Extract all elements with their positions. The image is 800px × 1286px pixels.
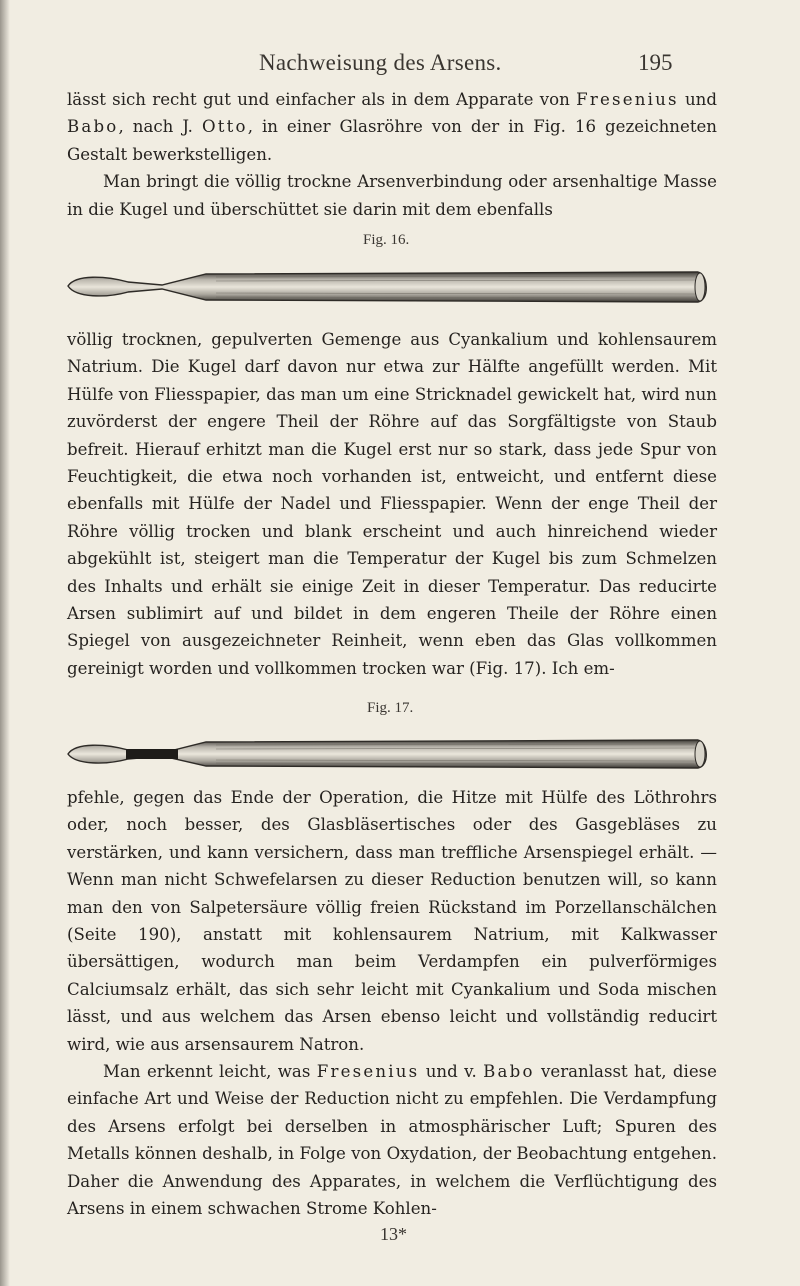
signature-mark: 13* (380, 1224, 407, 1244)
page-edge-shadow (0, 0, 10, 1286)
text-block-top (67, 86, 717, 223)
figure-16-glass-tube (66, 264, 712, 310)
paragraph-2: Man bringt die völlig trockne Arsenverbindung oder arsenhaltige Masse in die Kugel und überschüttet sie darin mit dem ebenfalls (67, 172, 717, 219)
author-name: Fresenius (316, 1062, 420, 1082)
author-name: Otto (201, 117, 248, 137)
paragraph-1: lässt sich recht gut und einfacher als in dem Apparate von Fresenius und Babo, nach J. Otto, in einer Glasröhre von der in Fig. 16 gezeichneten Gestalt bewerkstelligen. (67, 90, 717, 164)
text-block-middle (67, 326, 717, 682)
author-name: Babo (483, 1062, 535, 1082)
text-block-bottom (67, 784, 717, 1223)
author-name: Fresenius (576, 90, 679, 109)
paragraph-3: völlig trocknen, gepulverten Gemenge aus Cyankalium und kohlensaurem Natrium. Die Kugel darf davon nur etwa zur Hälfte angefüllt werden. Mit Hülfe von Fliesspapier, das man um eine Stricknadel gewickelt hat, wird nun zuvörderst der engere Theil der Röhre auf das Sorgfältigste von Staub befreit. Hierauf erhitzt man die Kugel erst nur so stark, dass jede Spur von Feuchtigkeit, die etwa noch vorhanden ist, entweicht, und entfernt diese ebenfalls mit Hülfe der Nadel und Fliesspapier. Wenn der enge Theil der Röhre völlig trocken und blank erscheint und auch hinreichend wieder abgekühlt ist, steigert man die Temperatur der Kugel bis zum Schmelzen des Inhalts und erhält sie einige Zeit in dieser Temperatur. Das reducirte Arsen sublimirt auf und bildet in dem engeren Theile der Röhre einen Spiegel von ausgezeichneter Reinheit, wenn eben das Glas vollkommen gereinigt worden und vollkommen trocken war (Fig. 17). Ich em- (67, 330, 717, 678)
page-number: 195 (638, 50, 673, 75)
running-head: Nachweisung des Arsens. (259, 50, 502, 75)
figure-17-label: Fig. 17. (367, 700, 414, 716)
author-name: Babo (67, 117, 119, 137)
figure-16-label: Fig. 16. (363, 232, 410, 248)
paragraph-5: Man erkennt leicht, was Fresenius und v. Babo veranlasst hat, diese einfache Art und Weise der Reduction nicht zu empfehlen. Die Verdampfung des Arsens erfolgt bei derselben in atmosphärischer Luft; Spuren des Metalls können deshalb, in Folge von Oxydation, der Beobachtung entgehen. Daher die Anwendung des Apparates, in welchem die Verflüchtigung des Arsens in einem schwachen Strome Kohlen- (67, 1062, 718, 1219)
figure-17-glass-tube (66, 732, 712, 776)
arsenic-mirror-deposit (126, 749, 178, 759)
paragraph-4: pfehle, gegen das Ende der Operation, die Hitze mit Hülfe des Löthrohrs oder, noch besser, des Glasbläsertisches oder des Gasgebläses zu verstärken, und kann versichern, dass man treffliche Arsenspiegel erhält. — Wenn man nicht Schwefelarsen zu dieser Reduction benutzen will, so kann man den von Salpetersäure völlig freien Rückstand im Porzellanschälchen (Seite 190), anstatt mit kohlensaurem Natrium, mit Kalkwasser übersättigen, wodurch man beim Verdampfen ein pulverförmiges Calciumsalz erhält, das sich sehr leicht mit Cyankalium und Soda mischen lässt, und aus welchem das Arsen ebenso leicht und vollständig reducirt wird, wie aus arsensaurem Natron. (67, 788, 717, 1054)
